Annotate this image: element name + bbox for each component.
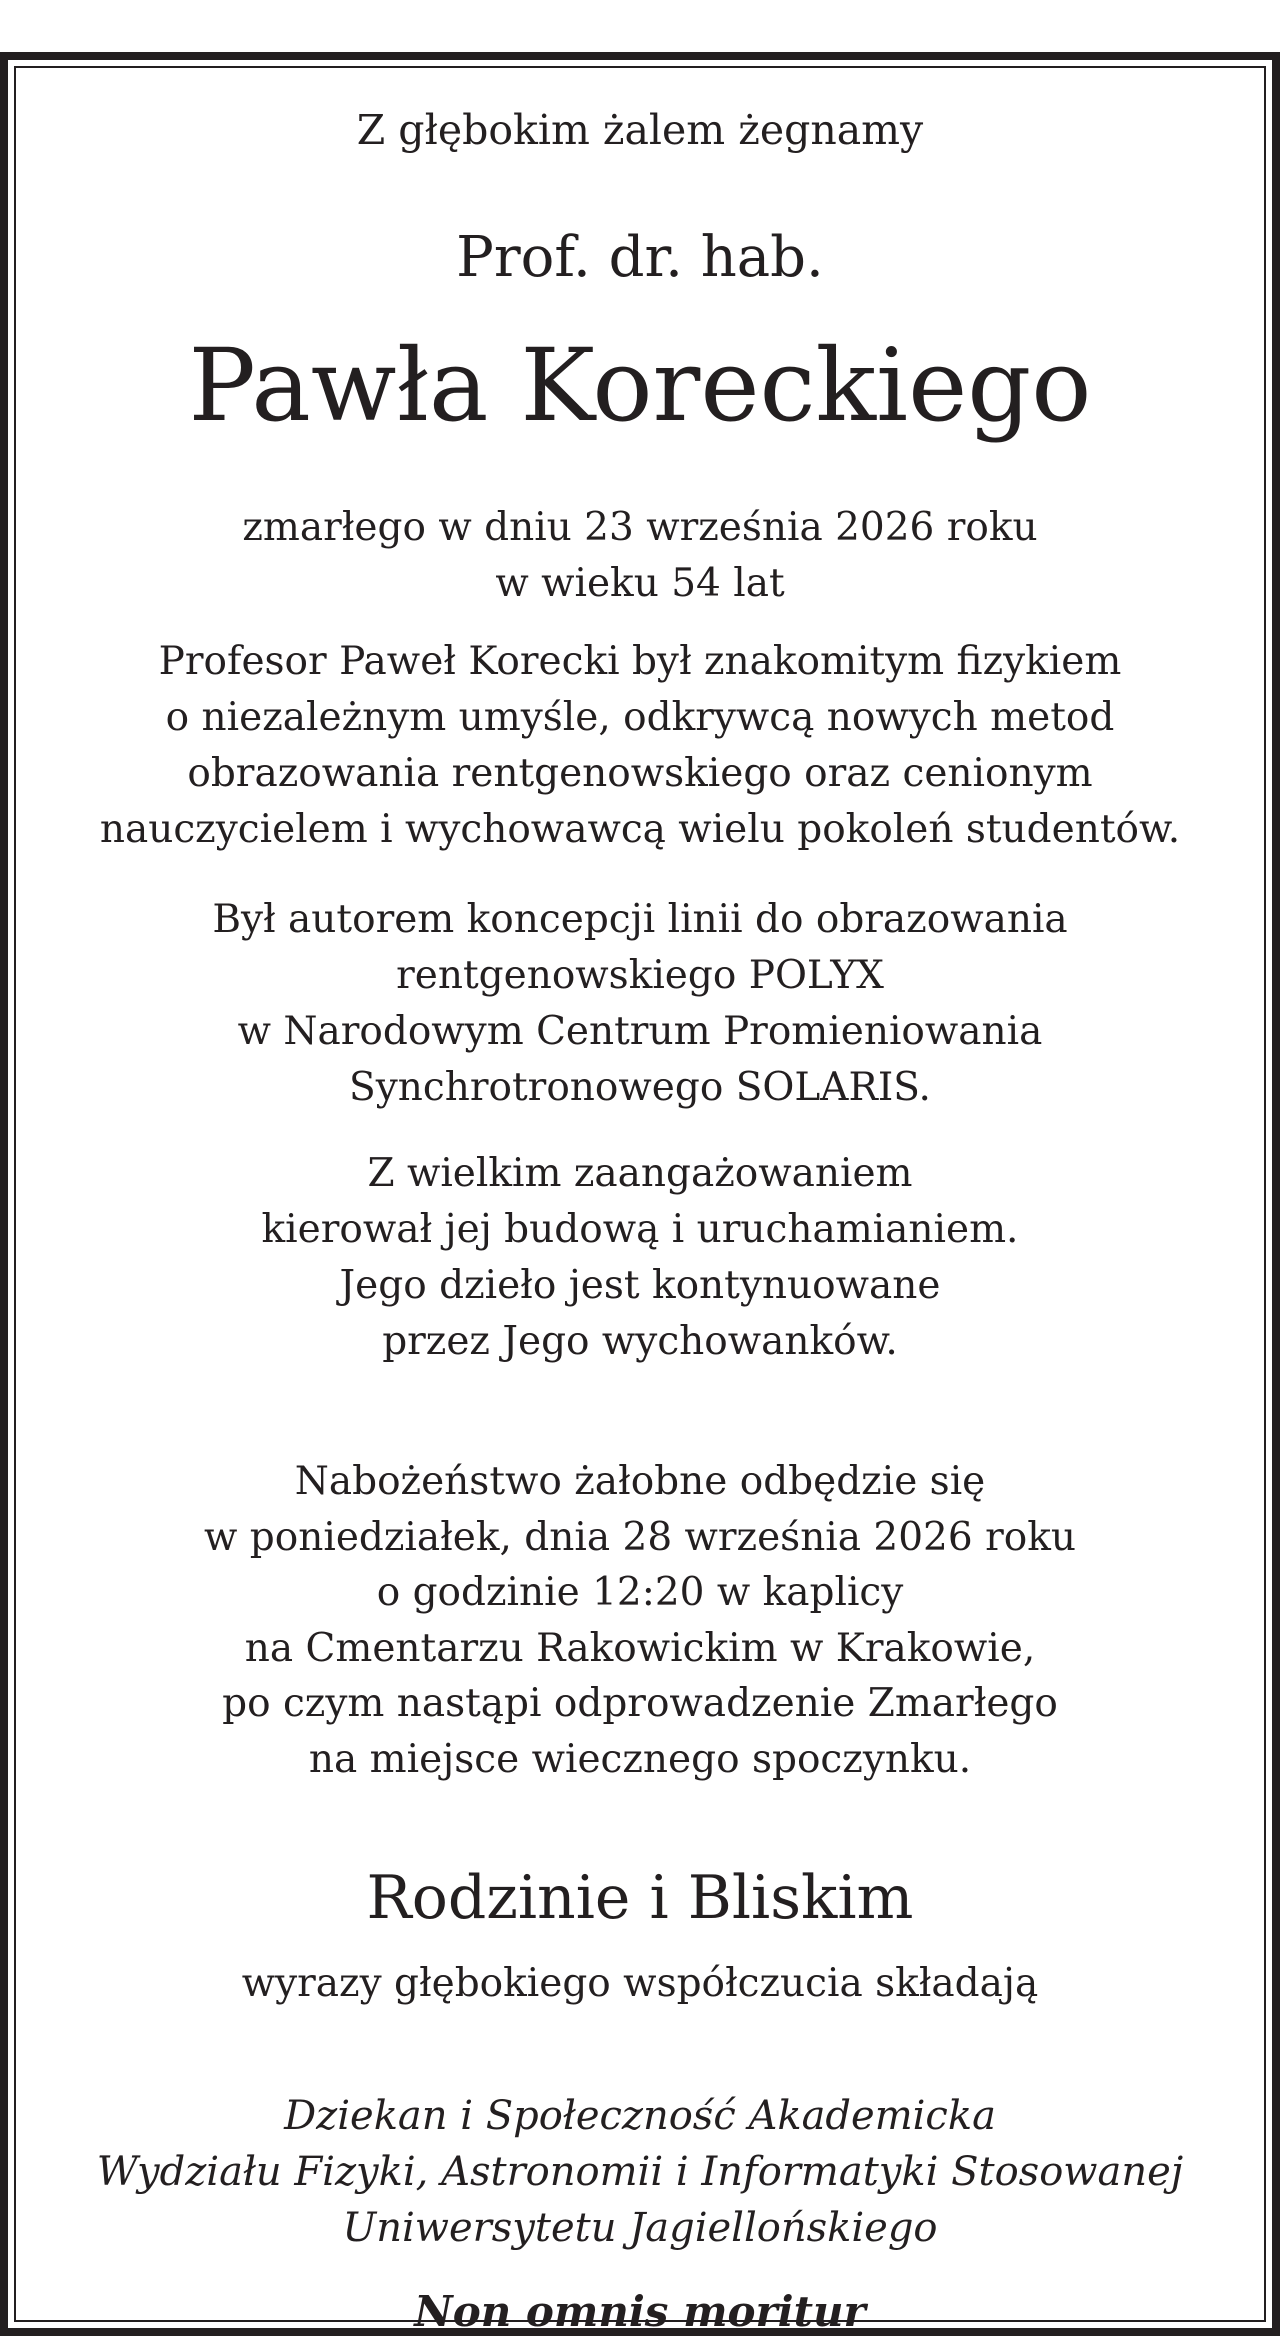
opening-line: Z głębokim żalem żegnamy	[356, 106, 924, 154]
funeral-info	[16, 1454, 1264, 1788]
text-line: obrazowania rentgenowskiego oraz cenionym	[187, 751, 1093, 796]
text-line: przez Jego wychowanków.	[382, 1319, 898, 1364]
text-line: na miejsce wiecznego spoczynku.	[308, 1736, 972, 1782]
signer-line: Wydziału Fizyki, Astronomii i Informatyki Stosowanej	[96, 2149, 1184, 2195]
text-line: rentgenowskiego POLYX	[396, 953, 884, 998]
text-line: Z wielkim zaangażowaniem	[367, 1151, 913, 1196]
academic-title: Prof. dr. hab.	[456, 225, 824, 290]
condolence-line: wyrazy głębokiego współczucia składają	[241, 1961, 1039, 2006]
death-date: zmarłego w dniu 23 września 2026 roku	[242, 505, 1038, 550]
text-line: o niezależnym umyśle, odkrywcą nowych metod	[165, 695, 1115, 740]
signer-line: Uniwersytetu Jagiellońskiego	[342, 2205, 938, 2251]
tribute-paragraph	[16, 634, 1264, 858]
family-heading: Rodzinie i Bliskim	[366, 1863, 914, 1933]
text-line: po czym nastąpi odprowadzenie Zmarłego	[222, 1681, 1058, 1727]
motto: Non omnis moritur	[414, 2287, 866, 2336]
text-line: o godzinie 12:20 w kaplicy	[376, 1570, 904, 1616]
achievement-paragraph	[16, 892, 1264, 1116]
legacy-paragraph	[16, 1146, 1264, 1370]
text-line: na Cmentarzu Rakowickim w Krakowie,	[244, 1625, 1036, 1671]
text-line: Nabożeństwo żałobne odbędzie się	[294, 1459, 986, 1504]
death-info	[16, 500, 1264, 612]
text-line: Jego dzieło jest kontynuowane	[339, 1263, 941, 1308]
text-line: Profesor Paweł Korecki był znakomitym fizykiem	[158, 639, 1122, 684]
death-age: w wieku 54 lat	[495, 561, 785, 606]
signer-line: Dziekan i Społeczność Akademicka	[284, 2093, 996, 2139]
text-line: w Narodowym Centrum Promieniowania	[237, 1009, 1043, 1054]
signers-block	[16, 2088, 1264, 2256]
text-line: kierował jej budową i uruchamianiem.	[261, 1207, 1019, 1252]
text-line: nauczycielem i wychowawcą wielu pokoleń studentów.	[99, 807, 1181, 852]
deceased-name: Pawła Koreckiego	[188, 327, 1092, 444]
text-line: Był autorem koncepcji linii do obrazowania	[212, 897, 1068, 942]
text-line: Synchrotronowego SOLARIS.	[349, 1065, 931, 1110]
text-line: w poniedziałek, dnia 28 września 2026 roku	[204, 1514, 1076, 1560]
